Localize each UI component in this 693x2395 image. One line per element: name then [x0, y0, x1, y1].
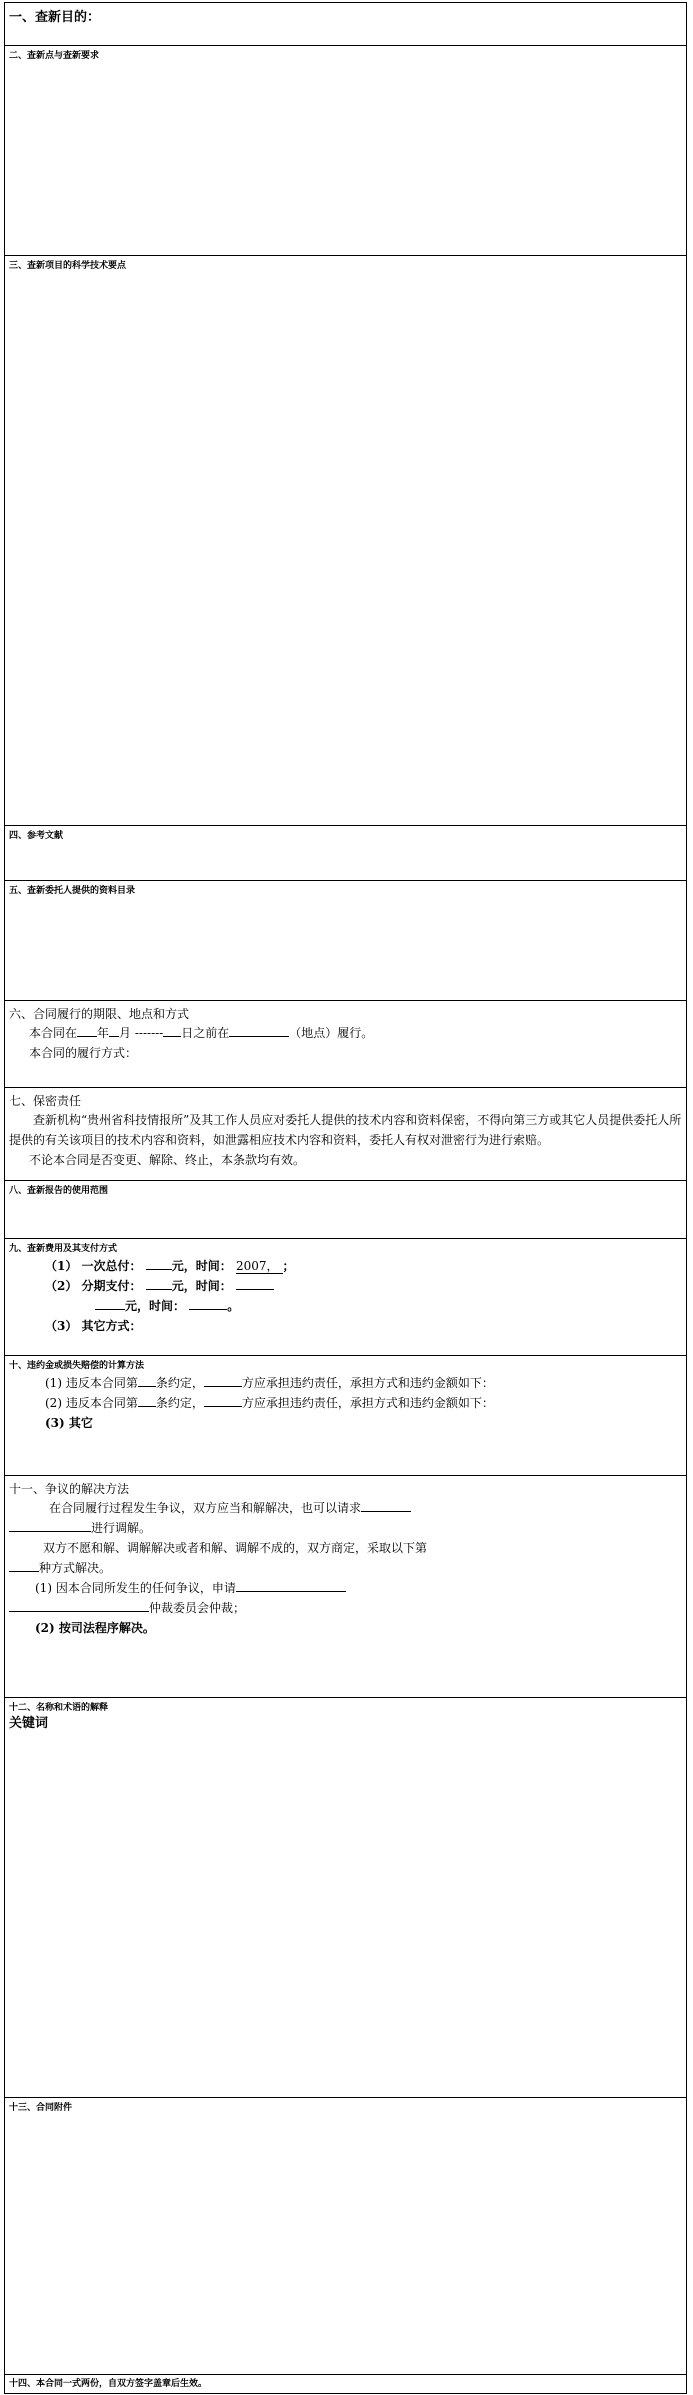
amount-blank[interactable] — [146, 1257, 172, 1270]
text: 。 — [227, 1299, 240, 1313]
item-number: (1) — [45, 1376, 62, 1390]
section-title: 一、查新目的： — [9, 10, 101, 25]
confidentiality-validity: 不论本合同是否变更、解除、终止，本条款均有效。 — [29, 1153, 306, 1167]
text: 方应承担违约责任，承担方式和违约金额如下： — [241, 1396, 494, 1410]
text: 本合同在 — [29, 1026, 78, 1040]
section-terms-definitions — [4, 1698, 687, 2098]
day-blank[interactable] — [163, 1024, 181, 1037]
mediator-blank[interactable] — [361, 1499, 411, 1512]
section-fees-payment — [4, 1239, 687, 1356]
section-title: 十、违约金或损失赔偿的计算方法 — [9, 1361, 145, 1371]
text: 月 ------- — [119, 1026, 164, 1040]
section-title: 九、查新费用及其支付方式 — [9, 1244, 118, 1254]
arbitration-blank-2[interactable] — [9, 1599, 149, 1612]
text: 进行调解。 — [91, 1521, 152, 1535]
time-blank[interactable] — [189, 1297, 227, 1310]
text: 种方式解决。 — [39, 1561, 112, 1575]
dispute-mediation-line-2 — [5, 1518, 686, 1538]
option-number-blank[interactable] — [9, 1559, 39, 1572]
section-title: 八、查新报告的使用范围 — [9, 1186, 109, 1196]
location-blank[interactable] — [229, 1024, 289, 1037]
time-blank[interactable] — [236, 1277, 274, 1290]
text: 仲裁委员会仲裁； — [149, 1601, 246, 1615]
text: 年 — [97, 1026, 110, 1040]
dispute-option-arbitration-2 — [5, 1598, 686, 1618]
section-title: 五、查新委托人提供的资料目录 — [9, 886, 136, 896]
dispute-option-arbitration — [5, 1578, 686, 1598]
text: 元，时间： — [171, 1259, 232, 1273]
section-technical-points — [4, 256, 687, 826]
section-dispute-resolution — [4, 1476, 687, 1698]
payment-time-value[interactable]: 2007， — [236, 1259, 283, 1274]
text: 分期支付： — [81, 1279, 142, 1293]
text: 违反本合同第 — [65, 1396, 138, 1410]
party-blank[interactable] — [204, 1374, 242, 1387]
text: (1) 因本合同所发生的任何争议，申请 — [35, 1581, 236, 1595]
item-number: (2) — [45, 1396, 62, 1410]
damages-clause-1 — [5, 1373, 686, 1393]
payment-option-installment-2 — [5, 1296, 686, 1316]
text: 元，时间： — [125, 1299, 186, 1313]
year-blank[interactable] — [77, 1024, 97, 1037]
arbitration-blank[interactable] — [236, 1579, 346, 1592]
text: 条约定， — [155, 1376, 204, 1390]
text: 条约定， — [155, 1396, 204, 1410]
text: 日之前在 — [181, 1026, 230, 1040]
section-title: 十三、合同附件 — [9, 2103, 73, 2113]
text: 一次总付： — [81, 1259, 142, 1273]
keywords-label: 关键词 — [9, 1716, 49, 1731]
clause-blank[interactable] — [138, 1394, 156, 1407]
dispute-mediation-line — [5, 1498, 686, 1518]
section-title: 四、参考文献 — [9, 831, 64, 841]
mediator-blank-2[interactable] — [9, 1519, 91, 1532]
month-blank[interactable] — [109, 1024, 119, 1037]
section-title: 十四、本合同一式两份，自双方签字盖章后生效。 — [9, 2379, 208, 2389]
item-number: (3) — [45, 1416, 65, 1430]
section-report-usage — [4, 1181, 687, 1239]
dispute-choice-line: 双方不愿和解、调解解决或者和解、调解不成的，双方商定，采取以下第 — [43, 1541, 428, 1555]
text: 在合同履行过程发生争议，双方应当和解解决，也可以请求 — [49, 1501, 362, 1515]
section-title: 七、保密责任 — [9, 1094, 82, 1108]
section-novelty-points — [4, 46, 687, 256]
confidentiality-paragraph: 查新机构“贵州省科技情报所”及其工作人员应对委托人提供的技术内容和资料保密，不得向第三方或其它人员提供委托人所提供的有关该项目的技术内容和资料，如泄露相应技术内容和资料，委托人有权对泄密行为进行索赔。 — [9, 1113, 682, 1147]
item-number: （2） — [45, 1279, 78, 1293]
text: 其它方式： — [81, 1319, 142, 1333]
text: 违反本合同第 — [65, 1376, 138, 1390]
section-title: 十一、争议的解决方法 — [9, 1482, 130, 1496]
amount-blank[interactable] — [95, 1297, 125, 1310]
section-title: 二、查新点与查新要求 — [9, 51, 100, 61]
item-number: （3） — [45, 1319, 78, 1333]
performance-method-line: 本合同的履行方式： — [29, 1046, 138, 1060]
item-number: （1） — [45, 1259, 78, 1273]
payment-option-lump-sum — [5, 1256, 686, 1276]
payment-option-other — [5, 1316, 686, 1336]
party-blank[interactable] — [204, 1394, 242, 1407]
text: ； — [282, 1259, 295, 1273]
damages-clause-2 — [5, 1393, 686, 1413]
section-liquidated-damages — [4, 1356, 687, 1476]
section-confidentiality — [4, 1088, 687, 1181]
performance-deadline-line — [5, 1023, 686, 1043]
dispute-choice-line-2 — [5, 1558, 686, 1578]
clause-blank[interactable] — [138, 1374, 156, 1387]
section-copies-effective — [4, 2375, 687, 2394]
section-title: 十二、名称和术语的解释 — [9, 1703, 109, 1713]
section-title: 三、查新项目的科学技术要点 — [9, 261, 127, 271]
section-purpose — [4, 2, 687, 46]
text: 元，时间： — [171, 1279, 232, 1293]
section-references — [4, 826, 687, 881]
section-performance-terms — [4, 1001, 687, 1088]
dispute-option-judicial: (2) 按司法程序解决。 — [35, 1621, 155, 1635]
section-title: 六、合同履行的期限、地点和方式 — [9, 1007, 190, 1021]
text: （地点）履行。 — [289, 1026, 374, 1040]
section-materials-list — [4, 881, 687, 1001]
damages-clause-other — [5, 1413, 686, 1433]
section-attachments — [4, 2098, 687, 2375]
text: 方应承担违约责任，承担方式和违约金额如下： — [241, 1376, 494, 1390]
payment-option-installment — [5, 1276, 686, 1296]
amount-blank[interactable] — [146, 1277, 172, 1290]
text: 其它 — [68, 1416, 93, 1430]
